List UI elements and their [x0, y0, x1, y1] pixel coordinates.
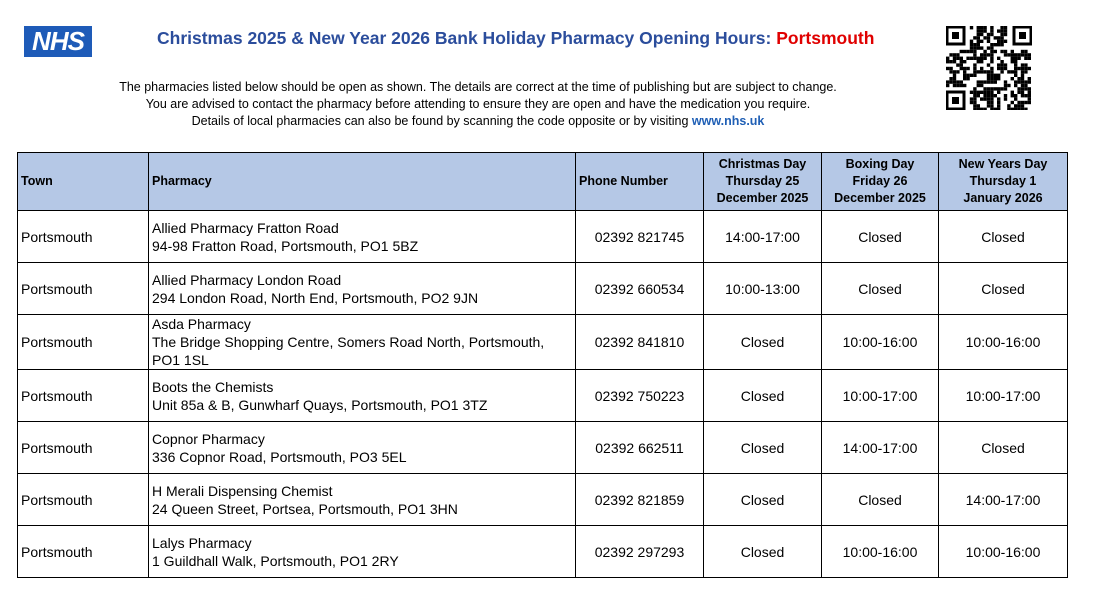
newyear-header-line-1: New Years Day — [958, 157, 1048, 171]
cell-newyear-hours: Closed — [939, 211, 1068, 263]
table-row — [18, 422, 1068, 474]
cell-newyear-hours: 10:00-16:00 — [939, 315, 1068, 370]
table-row — [18, 263, 1068, 315]
cell-christmas-hours: Closed — [704, 370, 822, 422]
cell-phone: 02392 662511 — [576, 422, 704, 474]
boxing-header-line-2: Friday 26 — [852, 174, 908, 188]
pharmacy-name: Lalys Pharmacy — [152, 534, 252, 551]
cell-town: Portsmouth — [18, 526, 149, 578]
pharmacy-address: The Bridge Shopping Centre, Somers Road North, Portsmouth, PO1 1SL — [152, 334, 545, 368]
cell-christmas-hours: 10:00-13:00 — [704, 263, 822, 315]
pharmacy-table — [17, 152, 1068, 578]
pharmacy-address: 294 London Road, North End, Portsmouth, PO2 9JN — [152, 289, 479, 306]
col-header-pharmacy: Pharmacy — [149, 153, 576, 211]
pharmacy-name: Allied Pharmacy Fratton Road — [152, 219, 339, 236]
cell-newyear-hours: 14:00-17:00 — [939, 474, 1068, 526]
pharmacy-name: Copnor Pharmacy — [152, 430, 265, 447]
christmas-header-line-3: December 2025 — [716, 191, 809, 205]
table-row — [18, 315, 1068, 370]
col-header-boxing-day — [822, 153, 939, 211]
cell-pharmacy — [149, 474, 576, 526]
nhs-website-link[interactable]: www.nhs.uk — [691, 114, 765, 128]
col-header-town: Town — [18, 153, 149, 211]
christmas-header-line-1: Christmas Day — [718, 157, 807, 171]
cell-christmas-hours: Closed — [704, 315, 822, 370]
pharmacy-address: 24 Queen Street, Portsea, Portsmouth, PO1 3HN — [152, 500, 458, 517]
pharmacy-name: Allied Pharmacy London Road — [152, 271, 342, 288]
cell-town: Portsmouth — [18, 263, 149, 315]
cell-boxing-hours: 10:00-16:00 — [822, 315, 939, 370]
cell-phone: 02392 821859 — [576, 474, 704, 526]
nhs-logo: NHS — [24, 26, 92, 57]
cell-town: Portsmouth — [18, 315, 149, 370]
christmas-header-line-2: Thursday 25 — [725, 174, 800, 188]
intro-line-3-text: Details of local pharmacies can also be found by scanning the code opposite or by visiting — [191, 114, 689, 128]
cell-boxing-hours: Closed — [822, 263, 939, 315]
cell-christmas-hours: Closed — [704, 422, 822, 474]
pharmacy-name: Asda Pharmacy — [152, 316, 251, 332]
cell-boxing-hours: 10:00-16:00 — [822, 526, 939, 578]
intro-line-2: You are advised to contact the pharmacy before attending to ensure they are open and have the medication you require. — [145, 97, 811, 111]
table-row — [18, 474, 1068, 526]
cell-boxing-hours: Closed — [822, 474, 939, 526]
cell-phone: 02392 660534 — [576, 263, 704, 315]
col-header-new-years-day — [939, 153, 1068, 211]
cell-phone: 02392 841810 — [576, 315, 704, 370]
cell-pharmacy — [149, 263, 576, 315]
cell-pharmacy — [149, 315, 576, 370]
intro-line-1: The pharmacies listed below should be open as shown. The details are correct at the time of publishing but are subject to change. — [119, 80, 837, 94]
cell-phone: 02392 750223 — [576, 370, 704, 422]
table-row — [18, 370, 1068, 422]
cell-newyear-hours: 10:00-16:00 — [939, 526, 1068, 578]
page-title — [157, 28, 874, 49]
col-header-phone: Phone Number — [576, 153, 704, 211]
cell-town: Portsmouth — [18, 422, 149, 474]
pharmacy-address: 1 Guildhall Walk, Portsmouth, PO1 2RY — [152, 552, 399, 569]
pharmacy-name: Boots the Chemists — [152, 378, 274, 395]
pharmacy-address: 336 Copnor Road, Portsmouth, PO3 5EL — [152, 448, 407, 465]
cell-christmas-hours: Closed — [704, 526, 822, 578]
cell-boxing-hours: Closed — [822, 211, 939, 263]
table-header-row — [18, 153, 1068, 211]
intro-line-3 — [60, 113, 896, 130]
newyear-header-line-2: Thursday 1 — [969, 174, 1037, 188]
cell-newyear-hours: Closed — [939, 422, 1068, 474]
title-location: Portsmouth — [776, 28, 875, 48]
cell-pharmacy — [149, 211, 576, 263]
cell-town: Portsmouth — [18, 370, 149, 422]
pharmacy-address: Unit 85a & B, Gunwharf Quays, Portsmouth, PO1 3TZ — [152, 396, 488, 413]
cell-pharmacy — [149, 370, 576, 422]
cell-town: Portsmouth — [18, 211, 149, 263]
qr-code-icon — [946, 26, 1032, 110]
title-text: Christmas 2025 & New Year 2026 Bank Holiday Pharmacy Opening Hours: — [157, 28, 772, 48]
boxing-header-line-3: December 2025 — [834, 191, 926, 205]
table-row — [18, 211, 1068, 263]
cell-newyear-hours: 10:00-17:00 — [939, 370, 1068, 422]
pharmacy-address: 94-98 Fratton Road, Portsmouth, PO1 5BZ — [152, 237, 419, 254]
table-row — [18, 526, 1068, 578]
cell-boxing-hours: 14:00-17:00 — [822, 422, 939, 474]
cell-boxing-hours: 10:00-17:00 — [822, 370, 939, 422]
cell-newyear-hours: Closed — [939, 263, 1068, 315]
cell-phone: 02392 297293 — [576, 526, 704, 578]
col-header-christmas — [704, 153, 822, 211]
cell-christmas-hours: Closed — [704, 474, 822, 526]
pharmacy-name: H Merali Dispensing Chemist — [152, 482, 333, 499]
cell-town: Portsmouth — [18, 474, 149, 526]
cell-pharmacy — [149, 422, 576, 474]
cell-phone: 02392 821745 — [576, 211, 704, 263]
cell-pharmacy — [149, 526, 576, 578]
newyear-header-line-3: January 2026 — [963, 191, 1043, 205]
boxing-header-line-1: Boxing Day — [845, 157, 915, 171]
cell-christmas-hours: 14:00-17:00 — [704, 211, 822, 263]
intro-text — [60, 79, 896, 130]
